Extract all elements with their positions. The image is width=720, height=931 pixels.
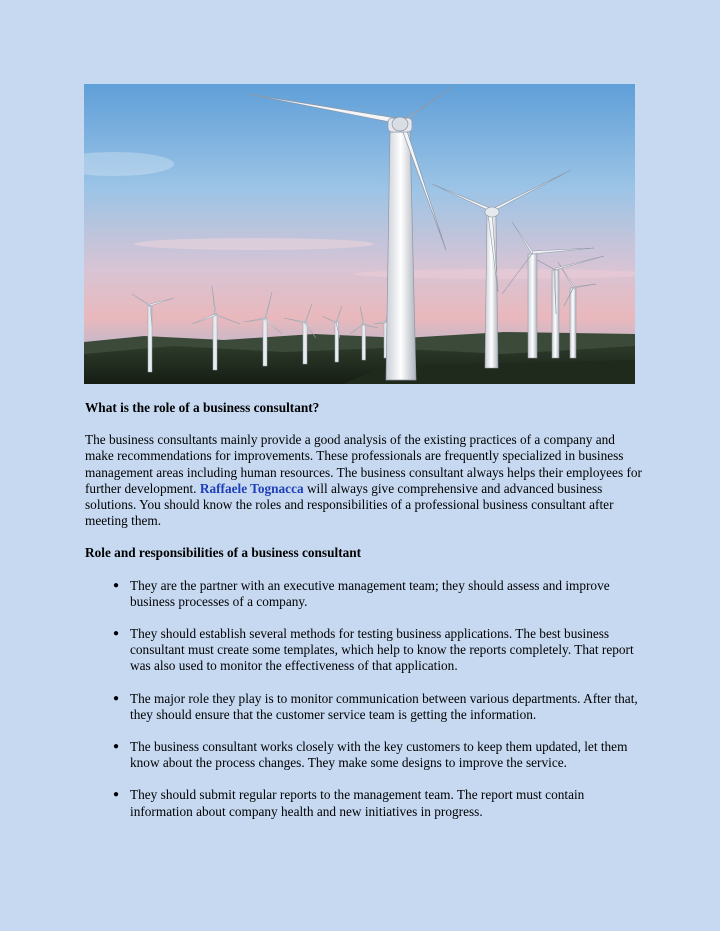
bullet-icon: ● [113, 579, 120, 591]
bullet-icon: ● [113, 741, 120, 753]
section-heading-role: What is the role of a business consultant? [85, 400, 320, 415]
wind-turbines-photo [84, 84, 635, 384]
list-item-text: They are the partner with an executive management team; they should assess and improve business processes of a company. [130, 577, 610, 609]
list-item-text: They should submit regular reports to the management team. The report must contain information about company health and new initiatives in progress. [130, 787, 585, 819]
list-item [85, 691, 645, 723]
intro-text-end: will always give comprehensive and advanced business solutions. You should know the roles and responsibilities of a professional business consultant after meeting them. [85, 480, 614, 529]
bullet-icon: ● [113, 628, 120, 640]
list-item [85, 787, 645, 819]
list-item [85, 739, 645, 771]
intro-text-start: The business consultants mainly provide a good analysis of the existing practices of a company and make recommendations for improvements. These professionals are frequently specialized in business management areas including human resources. The business consultant always helps their employees for further development. [85, 432, 642, 496]
bullet-icon: ● [113, 789, 120, 801]
list-item-text: The business consultant works closely with the key customers to keep them updated, let them know about the process changes. They make some designs to improve the service. [130, 739, 628, 771]
list-item-text: The major role they play is to monitor communication between various departments. After that, they should ensure that the customer service team is getting the information. [130, 690, 638, 722]
raffaele-tognacca-link[interactable]: Raffaele Tognacca [199, 480, 304, 496]
responsibilities-list [85, 578, 645, 820]
list-item [85, 578, 645, 610]
list-item [85, 626, 645, 675]
section-heading-responsibilities: Role and responsibilities of a business consultant [85, 545, 362, 561]
intro-paragraph [85, 432, 645, 529]
wind-turbines-illustration [84, 84, 635, 384]
list-item-text: They should establish several methods for testing business applications. The best business consultant must create some templates, which help to know the reports completely. That report was also used to monitor the effectiveness of that application. [130, 626, 634, 674]
bullet-icon: ● [113, 692, 120, 704]
article-body [85, 400, 645, 836]
